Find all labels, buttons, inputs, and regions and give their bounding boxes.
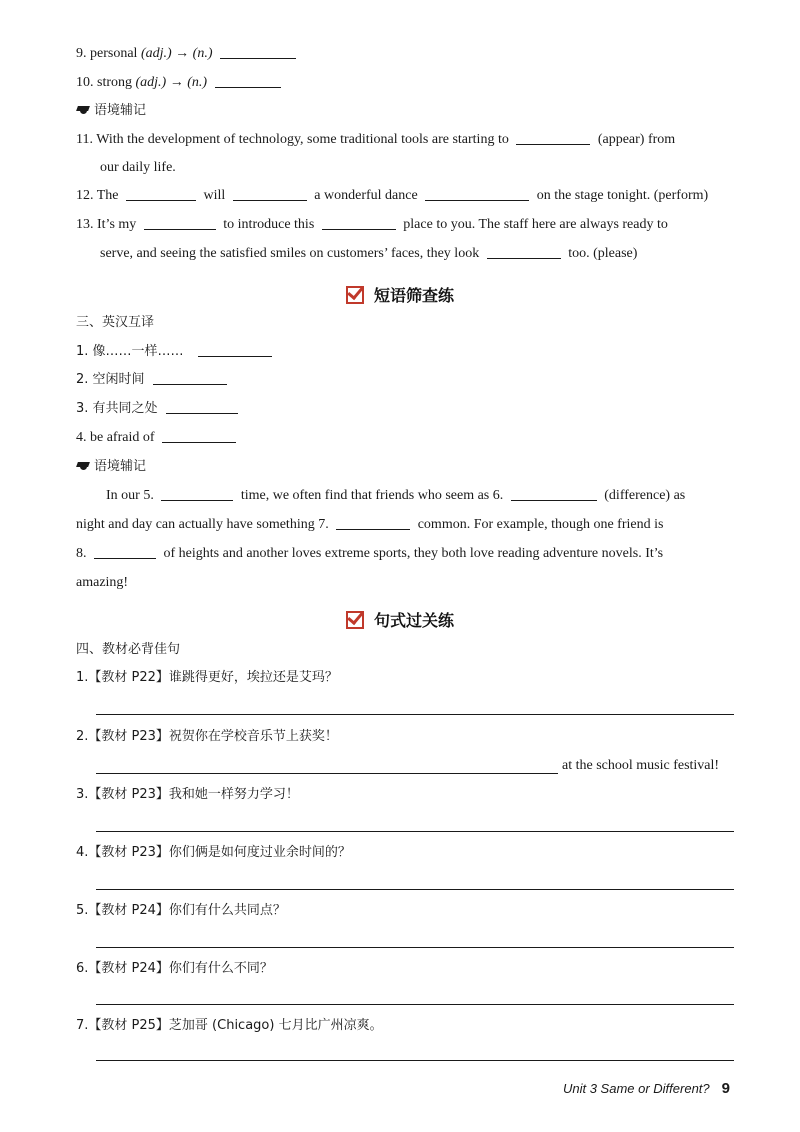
question-11: 11. With the development of technology, some traditional tools are starting to (appear) from (76, 132, 676, 147)
question-11-cont: our daily life. (100, 160, 176, 175)
answer-blank[interactable] (516, 130, 590, 145)
passage-line: night and day can actually have something 7. common. For example, though one friend is (76, 517, 664, 532)
answer-line[interactable] (96, 946, 734, 948)
sentence-item: 1.【教材 P22】谁跳得更好，埃拉还是艾玛？ (76, 670, 338, 685)
phrase-item: 2. 空闲时间 (76, 370, 738, 390)
answer-blank[interactable] (487, 244, 561, 259)
word-form-item: 9. personal (adj.) → (n.) (76, 44, 738, 64)
answer-blank[interactable] (336, 515, 410, 530)
answer-blank[interactable] (126, 186, 196, 201)
answer-blank[interactable] (166, 399, 238, 414)
phrase-item: 4. be afraid of (76, 428, 738, 448)
question-13-cont: serve, and seeing the satisfied smiles on customers’ faces, they look too. (please) (100, 246, 638, 261)
sentence-item: 2.【教材 P23】祝贺你在学校音乐节上获奖！ (76, 729, 338, 744)
section-header-sentences: 句式过关练 (0, 608, 800, 631)
page-footer (563, 1080, 730, 1097)
phrase-item: 3. 有共同之处 (76, 399, 738, 419)
answer-blank[interactable] (94, 544, 156, 559)
sentence-item: 4.【教材 P23】你们俩是如何度过业余时间的？ (76, 845, 351, 860)
sentence-item: 5.【教材 P24】你们有什么共同点？ (76, 903, 286, 918)
word-form-item: 10. strong (adj.) → (n.) (76, 73, 738, 93)
answer-blank[interactable] (198, 342, 272, 357)
passage-line: amazing! (76, 575, 129, 590)
answer-blank[interactable] (511, 486, 597, 501)
section-header-phrases: 短语筛查练 (0, 283, 800, 306)
part4-title: 四、教材必背佳句 (76, 642, 181, 657)
answer-blank[interactable] (233, 186, 307, 201)
question-12: 12. The will a wonderful dance on the stage tonight. (perform) (76, 188, 709, 203)
context-label: 语境辅记 (76, 101, 738, 121)
sentence-tail: at the school music festival! (562, 758, 720, 773)
passage-line: 8. of heights and another loves extreme sports, they both love reading adventure novels. It’s (76, 546, 664, 561)
answer-line[interactable] (96, 888, 734, 890)
answer-line[interactable] (96, 830, 734, 832)
sentence-item: 6.【教材 P24】你们有什么不同？ (76, 961, 273, 976)
answer-blank[interactable] (425, 186, 529, 201)
page-number: 9 (721, 1080, 730, 1097)
answer-blank[interactable] (144, 215, 216, 230)
part3-title: 三、英汉互译 (76, 315, 155, 330)
answer-blank[interactable] (220, 44, 296, 59)
answer-blank[interactable] (215, 73, 281, 88)
graduation-cap-icon (76, 461, 90, 471)
answer-line[interactable] (96, 1059, 734, 1061)
answer-line[interactable] (96, 713, 734, 715)
sentence-item: 7.【教材 P25】芝加哥 (Chicago) 七月比广州凉爽。 (76, 1018, 383, 1033)
unit-title: Unit 3 Same or Different? (562, 1081, 710, 1096)
answer-blank[interactable] (322, 215, 396, 230)
passage-line: In our 5. time, we often find that friends who seem as 6. (difference) as (106, 488, 686, 503)
checkbox-check-icon (346, 611, 364, 629)
context-label: 语境辅记 (76, 457, 738, 477)
answer-blank[interactable] (161, 486, 233, 501)
phrase-item: 1. 像……一样…… (76, 342, 738, 362)
answer-blank[interactable] (162, 428, 236, 443)
graduation-cap-icon (76, 105, 90, 115)
answer-blank[interactable] (153, 370, 227, 385)
sentence-item: 3.【教材 P23】我和她一样努力学习！ (76, 787, 299, 802)
answer-line[interactable] (96, 772, 558, 774)
checkbox-check-icon (346, 286, 364, 304)
answer-line[interactable] (96, 1003, 734, 1005)
question-13: 13. It’s my to introduce this place to you. The staff here are always ready to (76, 217, 668, 232)
